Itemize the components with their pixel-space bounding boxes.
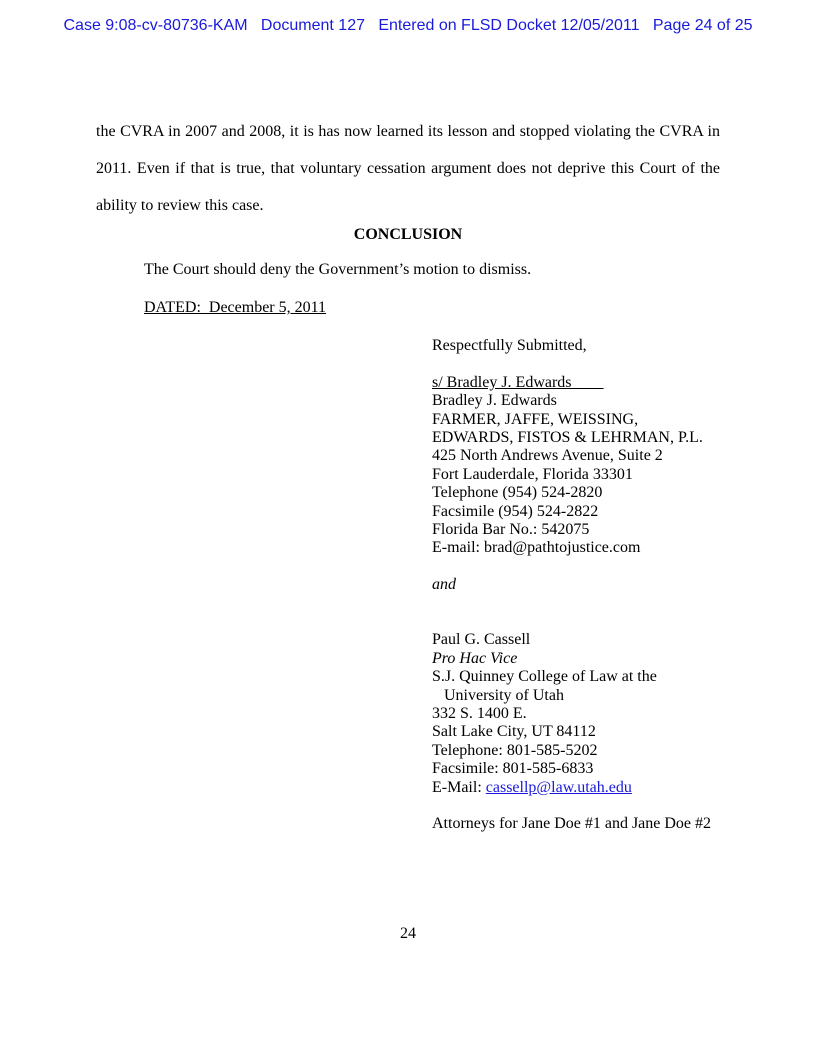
closing: Respectfully Submitted, [432,337,587,354]
attorney1-address2: Fort Lauderdale, Florida 33301 [432,465,633,483]
case-number: Case 9:08-cv-80736-KAM [63,17,248,34]
attorney2-facsimile: Facsimile: 801-585-6833 [432,760,594,778]
page-indicator: Page 24 of 25 [652,17,753,34]
attorney1-name: Bradley J. Edwards [432,392,557,410]
attorney2-address1: 332 S. 1400 E. [432,705,527,723]
attorney2-school-line1: S.J. Quinney College of Law at the [432,668,657,686]
attorney1-facsimile: Facsimile (954) 524-2822 [432,502,599,520]
attorney2-name: Paul G. Cassell [432,631,531,649]
attorney1-telephone: Telephone (954) 524-2820 [432,484,603,502]
attorney2-email-line [432,779,792,797]
dated-line: DATED: December 5, 2011 [144,299,327,316]
signature-block [432,337,792,834]
attorneys-for: Attorneys for Jane Doe #1 and Jane Doe #2 [432,815,712,833]
electronic-signature: s/ Bradley J. Edwards [432,373,604,391]
email-link[interactable]: cassellp@law.utah.edu [485,778,632,796]
page-number: 24 [400,925,416,942]
attorney2-status: Pro Hac Vice [432,649,518,667]
attorney2-address2: Salt Lake City, UT 84112 [432,723,596,741]
attorney1-bar-number: Florida Bar No.: 542075 [432,521,590,539]
docket-entry: Entered on FLSD Docket 12/05/2011 [378,17,640,34]
docket-header [0,17,816,35]
attorney2-telephone: Telephone: 801-585-5202 [432,741,598,759]
document-number: Document 127 [260,17,365,34]
body-paragraph: the CVRA in 2007 and 2008, it is has now learned its lesson and stopped violating the CVRA in 2011. Even if that is true, that voluntary cessation argument does not deprive this Court of the ability to review this case. [96,123,720,214]
attorney1-address1: 425 North Andrews Avenue, Suite 2 [432,447,663,465]
attorney1-firm-line2: EDWARDS, FISTOS & LEHRMAN, P.L. [432,429,703,447]
conjunction: and [432,576,456,594]
email-label: E-Mail: [432,778,486,796]
attorney2-school-line2: University of Utah [444,686,564,704]
attorney1-firm-line1: FARMER, JAFFE, WEISSING, [432,410,639,428]
conclusion-heading: CONCLUSION [353,226,463,243]
attorney1-email: E-mail: brad@pathtojustice.com [432,539,641,557]
conclusion-text: The Court should deny the Government’s motion to dismiss. [144,261,532,278]
